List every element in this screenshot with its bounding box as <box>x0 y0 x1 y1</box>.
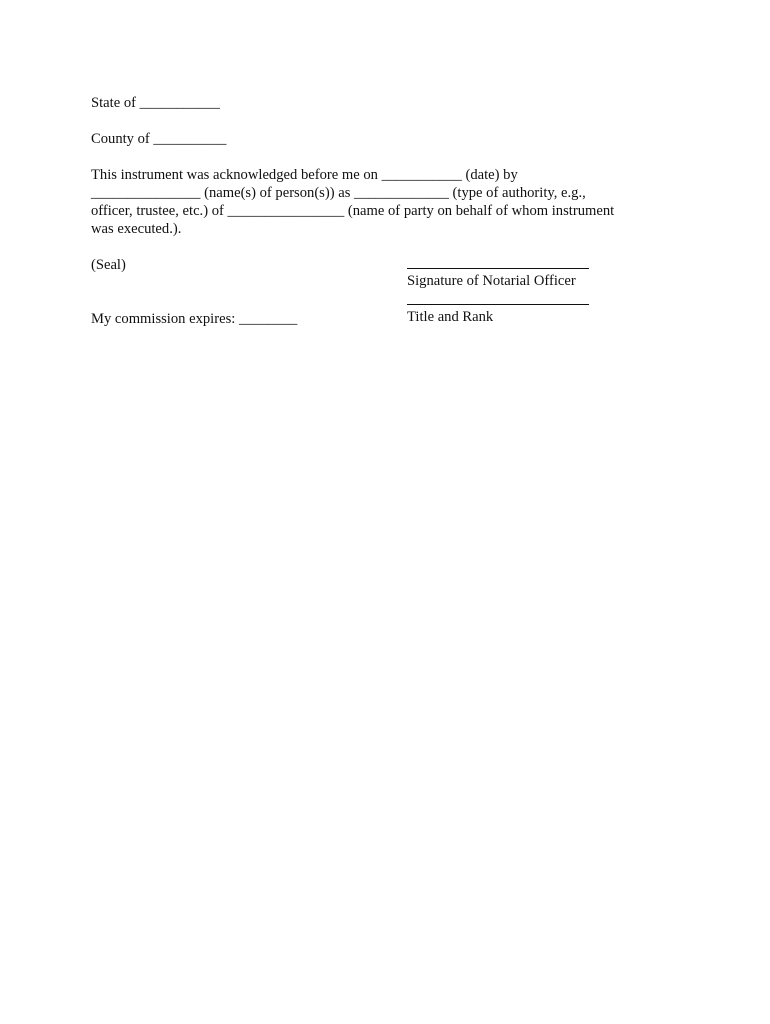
acknowledgment-line-2: _______________ (name(s) of person(s)) as _____________ (type of authority, e.g., <box>91 185 586 201</box>
acknowledgment-line-3: officer, trustee, etc.) of ________________ (name of party on behalf of whom instrument <box>91 203 615 219</box>
signature-block <box>407 268 589 290</box>
signature-rule <box>407 268 589 269</box>
title-label: Title and Rank <box>407 309 494 325</box>
commission-expires-field: My commission expires: ________ <box>91 311 298 327</box>
county-field: County of __________ <box>91 131 227 147</box>
acknowledgment-line-1: This instrument was acknowledged before me on ___________ (date) by <box>91 167 518 183</box>
signature-label: Signature of Notarial Officer <box>407 273 576 289</box>
title-block <box>407 304 589 326</box>
state-field: State of ___________ <box>91 95 220 111</box>
title-rule <box>407 304 589 305</box>
seal-label: (Seal) <box>91 257 126 273</box>
acknowledgment-line-4: was executed.). <box>91 221 182 237</box>
